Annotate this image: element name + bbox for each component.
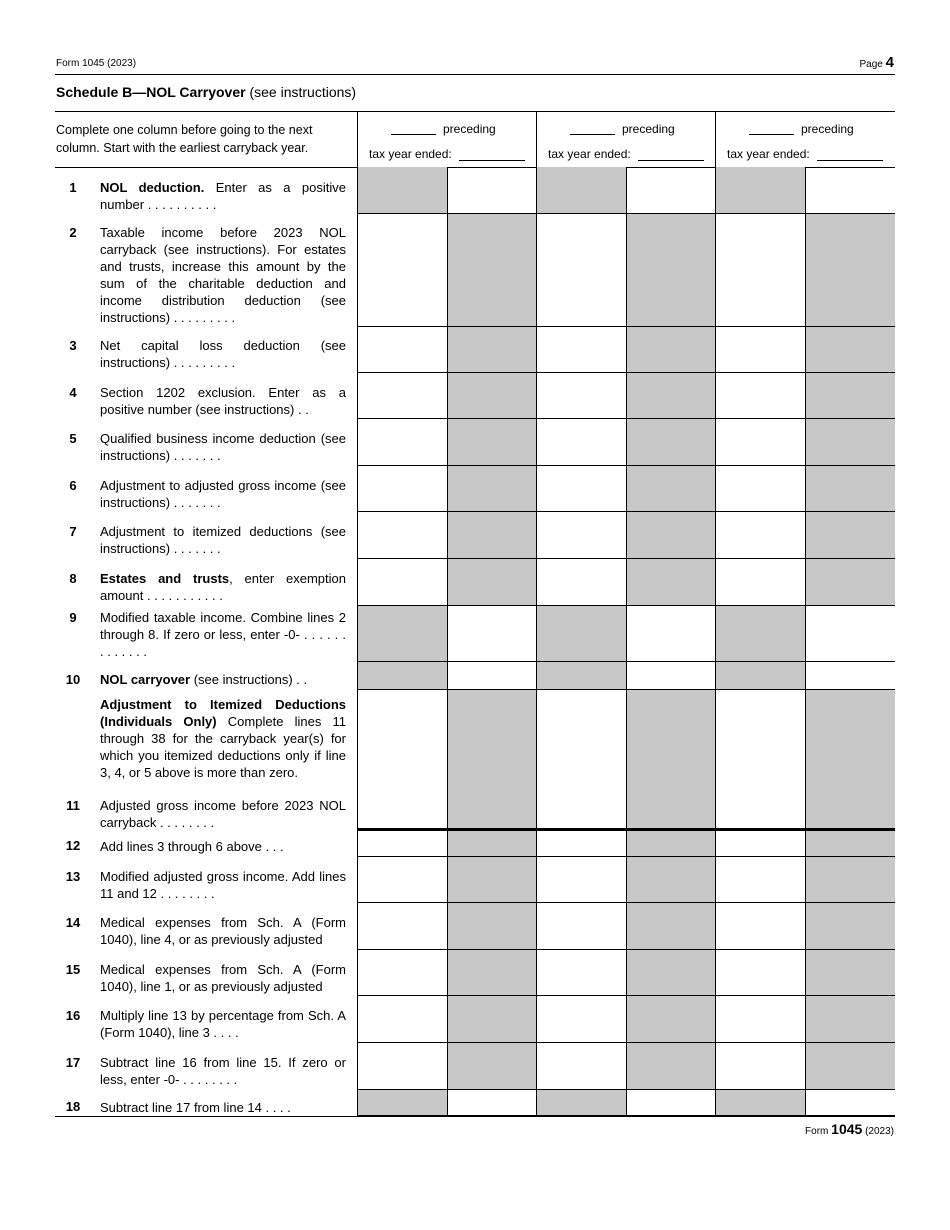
entry-cell[interactable] [536, 512, 626, 559]
entry-cell[interactable] [805, 167, 895, 214]
line-label [100, 797, 346, 831]
tax-year-field-3[interactable] [817, 160, 883, 161]
entry-cell[interactable] [357, 996, 447, 1043]
preceding-years-field-2[interactable] [570, 134, 615, 135]
entry-cell[interactable] [357, 512, 447, 559]
entry-cell[interactable] [715, 512, 805, 559]
shaded-cell [447, 903, 536, 950]
line-label [100, 1054, 346, 1088]
entry-cell[interactable] [626, 167, 715, 214]
line-label [100, 384, 346, 418]
shaded-cell [626, 466, 715, 512]
shaded-cell [715, 662, 805, 690]
shaded-cell [536, 1090, 626, 1116]
shaded-cell [805, 214, 895, 327]
shaded-cell [805, 903, 895, 950]
shaded-cell [357, 662, 447, 690]
entry-cell[interactable] [626, 1090, 715, 1116]
shaded-cell [626, 214, 715, 327]
entry-cell[interactable] [805, 606, 895, 662]
line-label-text: Subtract line 17 from line 14 . . . . [100, 1100, 291, 1115]
line-label [100, 696, 346, 781]
schedule-row-5 [55, 419, 895, 466]
shaded-cell [715, 1090, 805, 1116]
line-label [100, 961, 346, 995]
shaded-cell [447, 829, 536, 857]
entry-cell[interactable] [715, 373, 805, 419]
shaded-cell [536, 167, 626, 214]
footer-form-number: 1045 [831, 1121, 863, 1137]
entry-cell[interactable] [357, 690, 447, 796]
shaded-cell [805, 373, 895, 419]
entry-cell[interactable] [536, 950, 626, 996]
entry-cell[interactable] [715, 996, 805, 1043]
entry-cell[interactable] [715, 466, 805, 512]
entry-cell[interactable] [357, 373, 447, 419]
entry-cell[interactable] [447, 606, 536, 662]
shaded-cell [357, 606, 447, 662]
entry-cell[interactable] [536, 373, 626, 419]
shaded-cell [805, 690, 895, 796]
header-rule [55, 74, 895, 75]
entry-cell[interactable] [536, 419, 626, 466]
entry-cell[interactable] [357, 857, 447, 903]
shaded-cell [805, 950, 895, 996]
form-label: Form 1045 (2023) [56, 58, 137, 69]
line-label-bold: NOL carryover [100, 672, 191, 687]
schedule-row-17 [55, 1043, 895, 1090]
line-label-text: Modified taxable income. Combine lines 2 through 8. If zero or less, enter -0- . . . . . . . . . . . . . [100, 610, 346, 659]
shaded-cell [805, 996, 895, 1043]
shaded-cell [447, 419, 536, 466]
line-label-text: Enter as a positive number . . . . . . . . . . [100, 180, 346, 212]
line-label-text: Qualified business income deduction (see instructions) . . . . . . . [100, 431, 346, 463]
schedule-row-11 [55, 796, 895, 829]
shaded-cell [357, 167, 447, 214]
line-number: 18 [65, 1099, 81, 1114]
shaded-cell [805, 512, 895, 559]
schedule-row-12 [55, 829, 895, 857]
line-label [100, 570, 346, 604]
line-label [100, 430, 346, 464]
entry-cell[interactable] [536, 996, 626, 1043]
entry-cell[interactable] [357, 214, 447, 327]
line-number: 14 [65, 915, 81, 930]
shaded-cell [626, 996, 715, 1043]
entry-cell[interactable] [357, 327, 447, 373]
line-number: 17 [65, 1055, 81, 1070]
tax-year-label-2: tax year ended: [548, 147, 631, 161]
shaded-cell [447, 690, 536, 796]
shaded-cell [805, 466, 895, 512]
entry-cell[interactable] [536, 903, 626, 950]
entry-cell[interactable] [536, 857, 626, 903]
column-header-1 [357, 112, 536, 167]
entry-cell[interactable] [357, 559, 447, 606]
line-number: 16 [65, 1008, 81, 1023]
entry-cell[interactable] [715, 857, 805, 903]
entry-cell[interactable] [536, 829, 626, 857]
preceding-label-2: preceding [622, 122, 675, 136]
shaded-cell [805, 419, 895, 466]
line-number: 1 [69, 180, 77, 195]
line-label [100, 224, 346, 326]
line-number: 7 [69, 524, 77, 539]
line-label-text: Adjustment to adjusted gross income (see instructions) . . . . . . . [100, 478, 346, 510]
line-number: 2 [69, 225, 77, 240]
preceding-label-1: preceding [443, 122, 496, 136]
line-label [100, 1007, 346, 1041]
shaded-cell [805, 327, 895, 373]
entry-cell[interactable] [357, 796, 447, 829]
line-number: 5 [69, 431, 77, 446]
line-label-bold: NOL deduction. [100, 180, 205, 195]
shaded-cell [805, 796, 895, 829]
shaded-cell [447, 857, 536, 903]
line-label-text: Add lines 3 through 6 above . . . [100, 839, 284, 854]
page-number-value: 4 [885, 54, 894, 71]
line-label [100, 868, 346, 902]
entry-cell[interactable] [715, 419, 805, 466]
line-number: 9 [69, 610, 77, 625]
tax-year-label-1: tax year ended: [369, 147, 452, 161]
form-footer [805, 1121, 894, 1137]
entry-cell[interactable] [715, 559, 805, 606]
column-header-3 [715, 112, 895, 167]
entry-cell[interactable] [357, 1043, 447, 1090]
shaded-cell [805, 857, 895, 903]
schedule-row-16 [55, 996, 895, 1043]
shaded-cell [447, 466, 536, 512]
preceding-label-3: preceding [801, 122, 854, 136]
line-label-text: Medical expenses from Sch. A (Form 1040), line 1, or as previously adjusted [100, 962, 346, 994]
shaded-cell [447, 950, 536, 996]
column-header-2 [536, 112, 715, 167]
entry-cell[interactable] [536, 559, 626, 606]
schedule-row-4 [55, 373, 895, 419]
line-label-text: Taxable income before 2023 NOL carryback (see instructions). For estates and trusts, increase this amount by the sum of the charitable deduction and income distribution deduction (see instructions) . . . . . . . . . [100, 225, 346, 325]
shaded-cell [536, 662, 626, 690]
shaded-cell [626, 373, 715, 419]
shaded-cell [626, 903, 715, 950]
line-number: 8 [69, 571, 77, 586]
schedule-row-2 [55, 214, 895, 327]
schedule-row-18 [55, 1090, 895, 1116]
entry-cell[interactable] [715, 829, 805, 857]
entry-cell[interactable] [357, 829, 447, 857]
schedule-title-rest: (see instructions) [245, 84, 357, 100]
line-label-text: Modified adjusted gross income. Add lines 11 and 12 . . . . . . . . [100, 869, 346, 901]
entry-cell[interactable] [536, 796, 626, 829]
shaded-cell [626, 512, 715, 559]
shaded-cell [447, 512, 536, 559]
tax-year-field-1[interactable] [459, 160, 525, 161]
shaded-cell [357, 1090, 447, 1116]
schedule-row-3 [55, 327, 895, 373]
shaded-cell [447, 996, 536, 1043]
shaded-cell [626, 419, 715, 466]
shaded-cell [447, 1043, 536, 1090]
tax-year-label-3: tax year ended: [727, 147, 810, 161]
entry-cell[interactable] [715, 690, 805, 796]
line-label-bold: Estates and trusts [100, 571, 230, 586]
line-label [100, 1099, 346, 1116]
shaded-cell [626, 327, 715, 373]
bottom-rule [55, 1116, 895, 1117]
entry-cell[interactable] [626, 662, 715, 690]
line-number: 15 [65, 962, 81, 977]
schedule-title-bold: Schedule B—NOL Carryover [56, 84, 246, 100]
line-label-text: Multiply line 13 by percentage from Sch. A (Form 1040), line 3 . . . . [100, 1008, 346, 1040]
shaded-cell [805, 1043, 895, 1090]
schedule-row-6 [55, 466, 895, 512]
shaded-cell [447, 214, 536, 327]
shaded-cell [805, 829, 895, 857]
shaded-cell [626, 857, 715, 903]
schedule-row-8 [55, 559, 895, 606]
shaded-cell [805, 559, 895, 606]
line-label-text: Section 1202 exclusion. Enter as a positive number (see instructions) . . [100, 385, 346, 417]
entry-cell[interactable] [357, 903, 447, 950]
line-number: 12 [65, 838, 81, 853]
schedule-row-heading [55, 690, 895, 796]
shaded-cell [626, 829, 715, 857]
line-label [100, 337, 346, 371]
schedule-row-13 [55, 857, 895, 903]
shaded-cell [626, 950, 715, 996]
shaded-cell [447, 559, 536, 606]
shaded-cell [626, 559, 715, 606]
preceding-years-field-1[interactable] [391, 134, 436, 135]
line-label-bold: Adjustment to Itemized Deductions (Individuals Only) [100, 697, 346, 729]
shaded-cell [536, 606, 626, 662]
line-label-text: Medical expenses from Sch. A (Form 1040), line 4, or as previously adjusted [100, 915, 346, 947]
entry-cell[interactable] [805, 1090, 895, 1116]
line-number: 3 [69, 338, 77, 353]
footer-form-word: Form [805, 1126, 829, 1137]
schedule-row-14 [55, 903, 895, 950]
entry-cell[interactable] [357, 466, 447, 512]
shaded-cell [626, 1043, 715, 1090]
schedule-row-10 [55, 662, 895, 690]
line-number: 10 [65, 672, 81, 687]
entry-cell[interactable] [715, 796, 805, 829]
preceding-years-field-3[interactable] [749, 134, 794, 135]
entry-cell[interactable] [536, 214, 626, 327]
line-label-text: (see instructions) . . [190, 672, 308, 687]
line-number: 4 [69, 385, 77, 400]
entry-cell[interactable] [536, 327, 626, 373]
entry-cell[interactable] [447, 1090, 536, 1116]
page-number [860, 54, 894, 71]
line-number: 13 [65, 869, 81, 884]
entry-cell[interactable] [626, 606, 715, 662]
entry-cell[interactable] [536, 1043, 626, 1090]
entry-cell[interactable] [447, 662, 536, 690]
tax-year-field-2[interactable] [638, 160, 704, 161]
shaded-cell [447, 796, 536, 829]
schedule-row-1 [55, 167, 895, 214]
line-label [100, 523, 346, 557]
schedule-row-15 [55, 950, 895, 996]
entry-cell[interactable] [805, 662, 895, 690]
line-label-text: Subtract line 16 from line 15. If zero or less, enter -0- . . . . . . . . [100, 1055, 346, 1087]
line-label [100, 179, 346, 213]
line-label-text: , enter exemption amount . . . . . . . . . . . [100, 571, 346, 603]
shaded-cell [447, 373, 536, 419]
line-number: 6 [69, 478, 77, 493]
schedule-row-9 [55, 606, 895, 662]
entry-cell[interactable] [715, 327, 805, 373]
shaded-cell [447, 327, 536, 373]
line-label-text: Adjustment to itemized deductions (see instructions) . . . . . . . [100, 524, 346, 556]
entry-cell[interactable] [536, 466, 626, 512]
entry-cell[interactable] [715, 903, 805, 950]
entry-cell[interactable] [715, 950, 805, 996]
shaded-cell [715, 606, 805, 662]
line-label [100, 477, 346, 511]
line-label [100, 671, 346, 688]
entry-cell[interactable] [536, 690, 626, 796]
line-label-text: Complete lines 11 through 38 for the carryback year(s) for which you itemized deductions only if line 3, 4, or 5 above is more than zero. [100, 714, 346, 780]
line-number: 11 [66, 798, 80, 813]
shaded-cell [626, 690, 715, 796]
line-label [100, 609, 346, 660]
schedule-title [56, 84, 356, 100]
line-label [100, 838, 346, 855]
entry-cell[interactable] [447, 167, 536, 214]
page-label: Page [859, 59, 883, 70]
footer-year: (2023) [865, 1126, 894, 1137]
line-label [100, 914, 346, 948]
entry-cell[interactable] [357, 950, 447, 996]
schedule-row-7 [55, 512, 895, 559]
entry-cell[interactable] [357, 419, 447, 466]
shaded-cell [626, 796, 715, 829]
schedule-instruction: Complete one column before going to the next column. Start with the earliest carryback year. [56, 123, 313, 155]
entry-cell[interactable] [715, 1043, 805, 1090]
entry-cell[interactable] [715, 214, 805, 327]
line-label-text: Net capital loss deduction (see instructions) . . . . . . . . . [100, 338, 346, 370]
shaded-cell [715, 167, 805, 214]
line-label-text: Adjusted gross income before 2023 NOL carryback . . . . . . . . [100, 798, 346, 830]
